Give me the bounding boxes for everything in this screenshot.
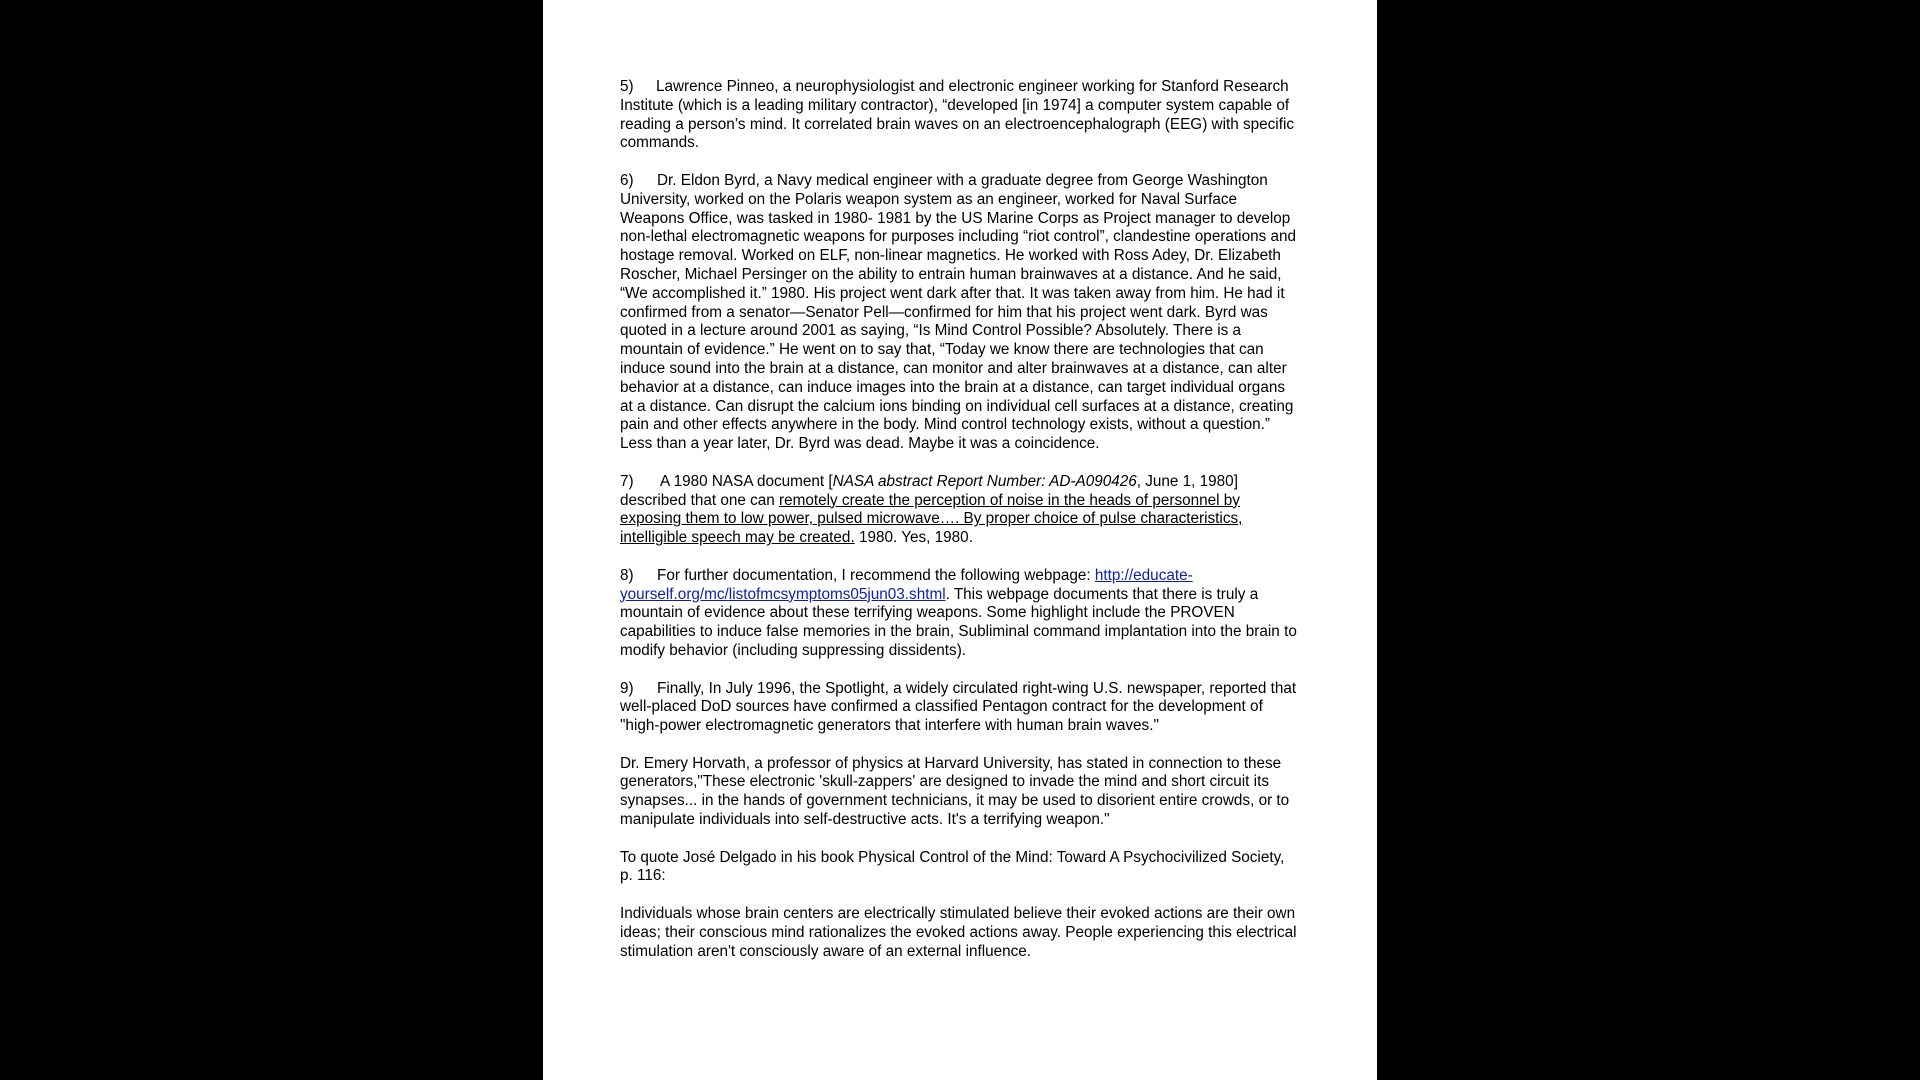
paragraph-lead: A 1980 NASA document [ [660,472,833,490]
document-page [543,0,1377,1080]
paragraph-number: 7) [620,472,634,490]
delgado-quote: Individuals whose brain centers are electrically stimulated believe their evoked actions are their own ideas; their conscious mind rationalizes the evoked actions away. People experiencing this electrical stimulation aren't consciously aware of an external influence. [620,905,1297,960]
paragraph-8 [620,567,1297,661]
paragraph-9 [620,680,1297,736]
underlined-quote: remotely create the perception of noise in the heads of personnel by exposing them to low power, pulsed microwave…. By proper choice of pulse characteristics, intelligible speech may be created. [620,491,1243,547]
paragraph-number: 5) [620,78,634,95]
paragraph-5 [620,78,1297,153]
paragraph-text: Lawrence Pinneo, a neurophysiologist and electronic engineer working for Stanford Research Institute (which is a leading military contractor), “developed [in 1974] a computer system capable of reading a person’s mind. It correlated brain waves on an electroencephalograph (EEG) with specific commands. [620,78,1294,152]
citation-date: , June 1, 1980] described that one can [620,472,1238,509]
report-citation: NASA abstract Report Number: AD-A090426 [832,472,1137,490]
paragraph-7 [620,473,1297,548]
paragraph-tail: . This webpage documents that there is truly a mountain of evidence about these terrifying weapons. Some highlight include the PROVEN capabilities to induce false memories in the brain, Subliminal command implantation into the brain to modify behavior (including suppressing dissidents). [620,585,1297,659]
paragraph-number: 8) [620,566,634,584]
paragraph-6 [620,172,1297,454]
delgado-intro: To quote José Delgado in his book Physical Control of the Mind: Toward A Psychocivilized Society, p. 116: [620,848,1285,885]
horvath-paragraph: Dr. Emery Horvath, a professor of physics at Harvard University, has stated in connection to these generators,"These electronic 'skull-zappers' are designed to invade the mind and short circuit its synapses... in the hands of government technicians, it may be used to disorient entire crowds, or to manipulate individuals into self-destructive acts. It's a terrifying weapon." [620,754,1290,829]
paragraph-tail: 1980. Yes, 1980. [854,529,973,547]
paragraph-number: 6) [620,171,634,189]
paragraph-text: Dr. Eldon Byrd, a Navy medical engineer with a graduate degree from George Washington University, worked on the Polaris weapon system as an engineer, worked for Naval Surface Weapons Office, was tasked in 1980- 1981 by the US Marine Corps as Project manager to develop non-lethal electromagnetic weapons for purposes including “riot control”, clandestine operations and hostage removal. Worked on ELF, non-linear magnetics. He worked with Ross Adey, Dr. Elizabeth Roscher, Michael Persinger on the ability to entrain human brainwaves at a distance. And he said, “We accomplished it.” 1980. His project went dark after that. It was taken away from him. He had it confirmed from a senator—Senator Pell—confirmed for him that his project went dark. Byrd was quoted in a lecture around 2001 as saying, “Is Mind Control Possible? Absolutely. There is a mountain of evidence.” He went on to say that, “Today we know there are technologies that can induce sound into the brain at a distance, can monitor and alter brainwaves at a distance, can alter behavior at a distance, can induce images into the brain at a distance, can target individual organs at a distance. Can disrupt the calcium ions binding on individual cell surfaces at a distance, creating pain and other effects anywhere in the body. Mind control technology exists, without a question.” Less than a year later, Dr. Byrd was dead. Maybe it was a coincidence. [620,171,1297,453]
webpage-link[interactable]: http://educate-yourself.org/mc/listofmcsymptoms05jun03.shtml [620,566,1193,603]
paragraph-lead: For further documentation, I recommend the following webpage: [657,566,1095,584]
paragraph-text: Finally, In July 1996, the Spotlight, a widely circulated right-wing U.S. newspaper, reported that well-placed DoD sources have confirmed a classified Pentagon contract for the development of "high-power electromagnetic generators that interfere with human brain waves." [620,679,1297,735]
paragraph-number: 9) [620,679,634,697]
